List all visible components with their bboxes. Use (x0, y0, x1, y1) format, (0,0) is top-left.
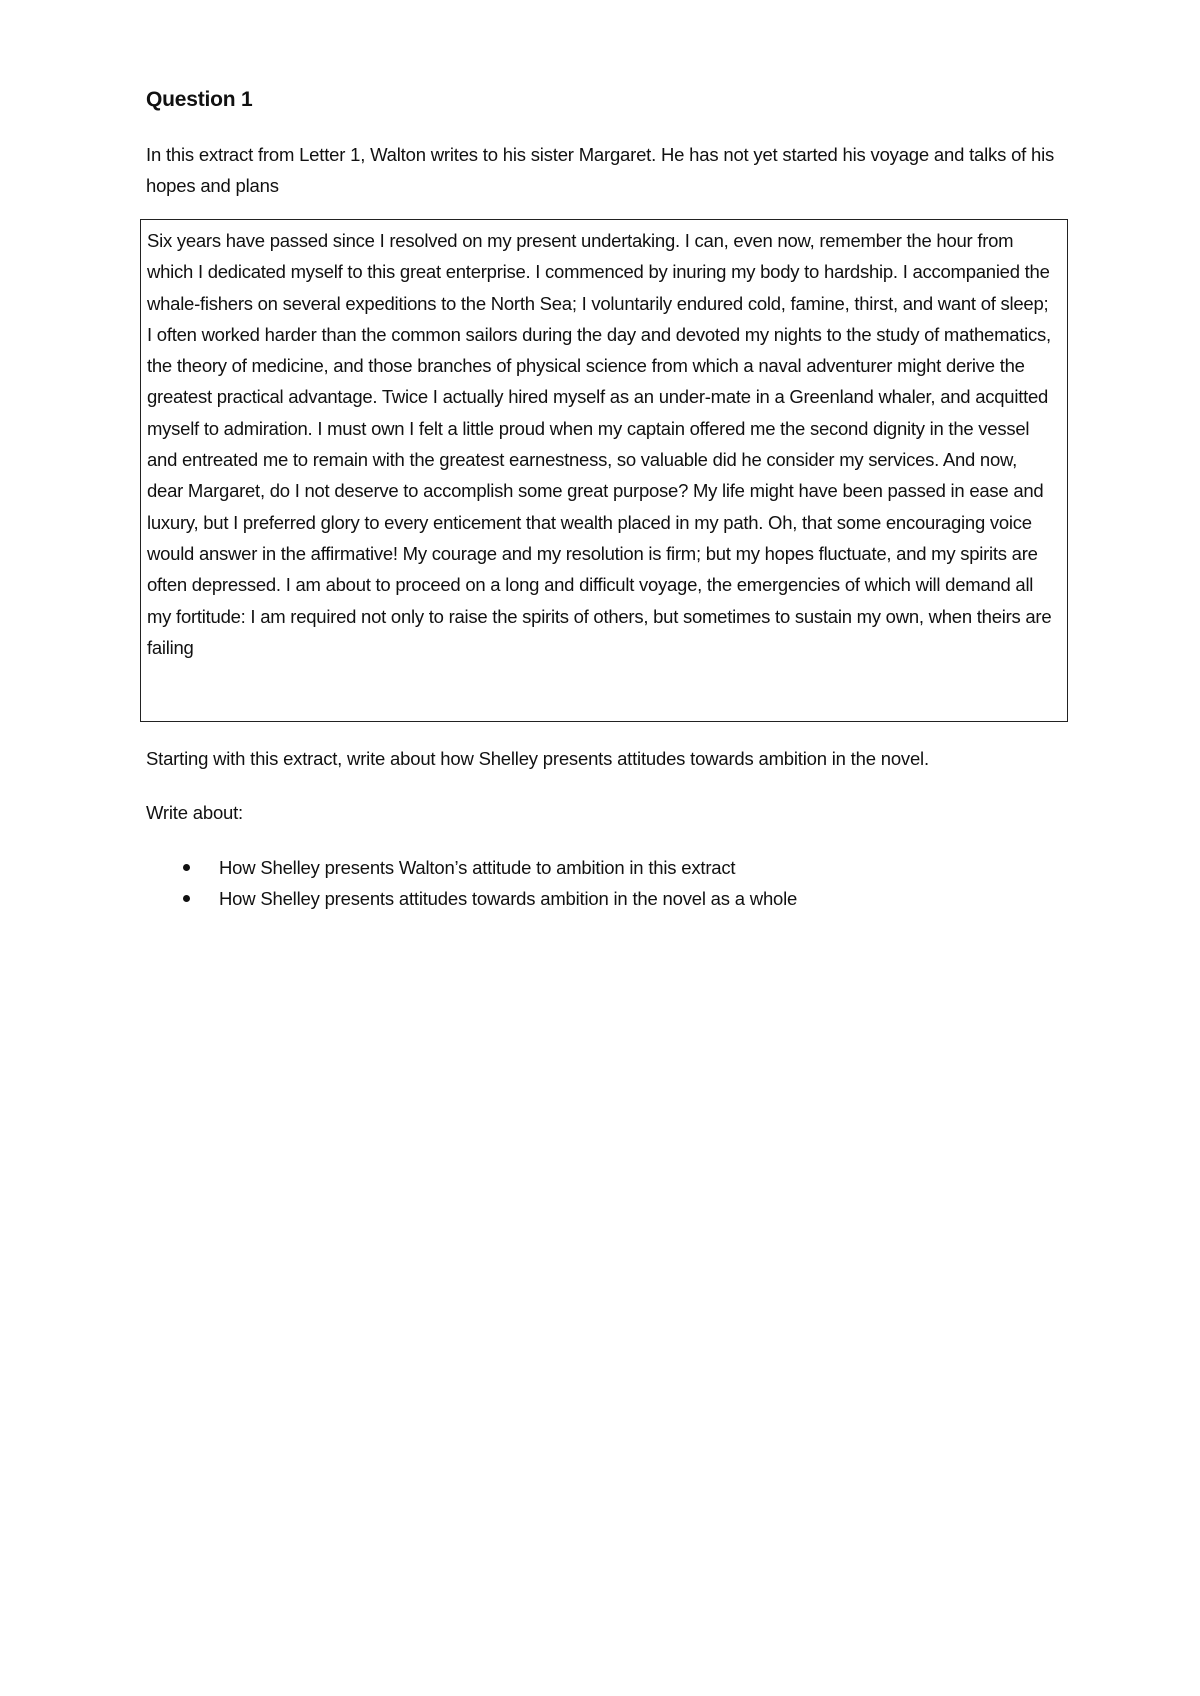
bullet-dot-icon (183, 895, 190, 902)
question-heading: Question 1 (146, 88, 253, 111)
write-about-label: Write about: (146, 802, 244, 823)
bullet-text: How Shelley presents Walton’s attitude to ambition in this extract (219, 857, 736, 878)
task-instruction: Starting with this extract, write about how Shelley presents attitudes towards ambition in the novel. (146, 748, 929, 769)
bullet-item (146, 883, 797, 914)
intro-paragraph: In this extract from Letter 1, Walton writes to his sister Margaret. He has not yet started his voyage and talks of his hopes and plans (146, 144, 1055, 196)
bullet-item (146, 852, 797, 883)
bullet-dot-icon (183, 864, 190, 871)
extract-box (140, 219, 1068, 722)
extract-text: Six years have passed since I resolved on my present undertaking. I can, even now, remember the hour from which I dedicated myself to this great enterprise. I commenced by inuring my body to hardship. I accompanied the whale-fishers on several expeditions to the North Sea; I voluntarily endured cold, famine, thirst, and want of sleep; I often worked harder than the common sailors during the day and devoted my nights to the study of mathematics, the theory of medicine, and those branches of physical science from which a naval adventurer might derive the greatest practical advantage. Twice I actually hired myself as an under-mate in a Greenland whaler, and acquitted myself to admiration. I must own I felt a little proud when my captain offered me the second dignity in the vessel and entreated me to remain with the greatest earnestness, so valuable did he consider my services. And now, dear Margaret, do I not deserve to accomplish some great purpose? My life might have been passed in ease and luxury, but I preferred glory to every enticement that wealth placed in my path. Oh, that some encouraging voice would answer in the affirmative! My courage and my resolution is firm; but my hopes fluctuate, and my spirits are often depressed. I am about to proceed on a long and difficult voyage, the emergencies of which will demand all my fortitude: I am required not only to raise the spirits of others, but sometimes to sustain my own, when theirs are failing (147, 230, 1052, 658)
bullet-text: How Shelley presents attitudes towards ambition in the novel as a whole (219, 888, 798, 909)
bullet-list (146, 852, 797, 914)
